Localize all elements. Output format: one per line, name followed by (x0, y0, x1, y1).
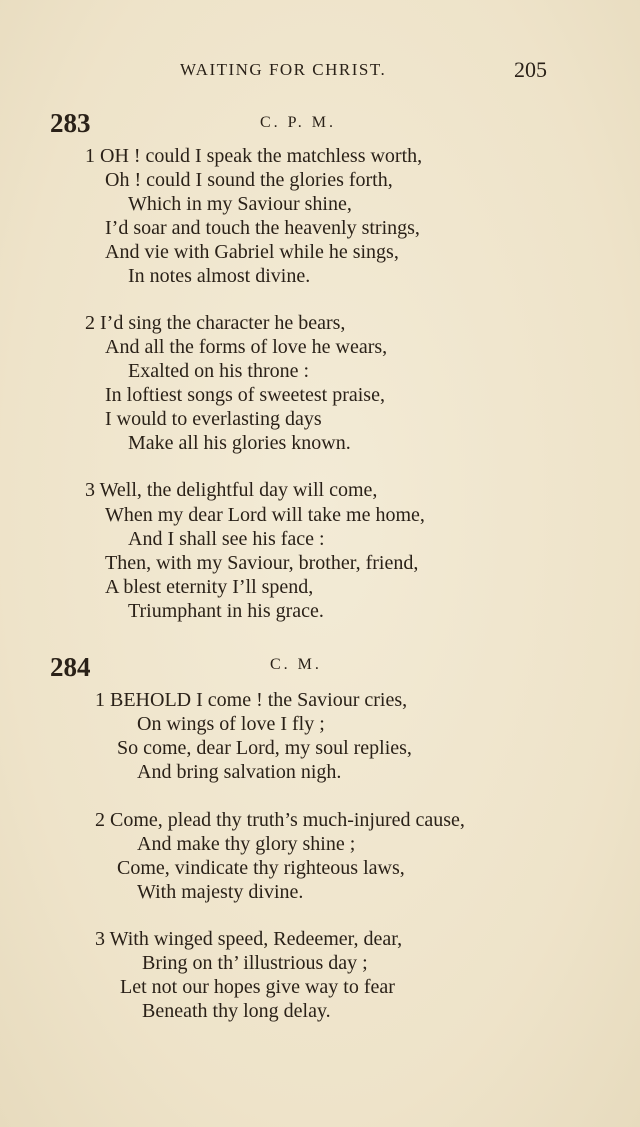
hymn-number-284: 284 (50, 652, 91, 682)
verse-line: Then, with my Saviour, brother, friend, (105, 552, 419, 574)
verse-line: In loftiest songs of sweetest praise, (105, 384, 385, 406)
running-title: WAITING FOR CHRIST. (180, 60, 387, 79)
verse-line: And vie with Gabriel while he sings, (105, 241, 399, 263)
hymn-meter-284: C. M. (270, 656, 322, 673)
verse-line: A blest eternity I’ll spend, (105, 576, 314, 598)
verse-line: When my dear Lord will take me home, (105, 504, 425, 526)
verse-line: On wings of love I fly ; (137, 713, 325, 735)
verse-line: Come, vindicate thy righteous laws, (117, 857, 405, 879)
verse-line: Which in my Saviour shine, (128, 193, 352, 215)
verse-line: Triumphant in his grace. (128, 600, 324, 622)
verse-line: 1 OH ! could I speak the matchless worth, (85, 145, 423, 167)
verse-line: 3 With winged speed, Redeemer, dear, (95, 928, 403, 950)
verse-line: And bring salvation nigh. (137, 761, 342, 783)
verse-line: Make all his glories known. (128, 432, 351, 454)
verse-line: Beneath thy long delay. (142, 1000, 331, 1022)
verse-line: Bring on th’ illustrious day ; (142, 952, 368, 974)
verse-line: 3 Well, the delightful day will come, (85, 479, 378, 501)
verse-line: In notes almost divine. (128, 265, 311, 287)
verse-line: 2 I’d sing the character he bears, (85, 312, 346, 334)
verse-line: So come, dear Lord, my soul replies, (117, 737, 412, 759)
verse-line: 1 BEHOLD I come ! the Saviour cries, (95, 689, 408, 711)
verse-line: And make thy glory shine ; (137, 833, 356, 855)
verse-line: With majesty divine. (137, 881, 304, 903)
hymn-number-283: 283 (50, 108, 91, 138)
verse-line: And all the forms of love he wears, (105, 336, 388, 358)
verse-line: I would to everlasting days (105, 408, 322, 430)
verse-line: 2 Come, plead thy truth’s much-injured cause, (95, 809, 465, 831)
verse-line: Let not our hopes give way to fear (120, 976, 395, 998)
verse-line: Exalted on his throne : (128, 360, 310, 382)
page-number: 205 (514, 57, 547, 82)
verse-line: I’d soar and touch the heavenly strings, (105, 217, 420, 239)
verse-line: And I shall see his face : (128, 528, 325, 550)
hymn-meter-283: C. P. M. (260, 114, 337, 131)
verse-line: Oh ! could I sound the glories forth, (105, 169, 393, 191)
